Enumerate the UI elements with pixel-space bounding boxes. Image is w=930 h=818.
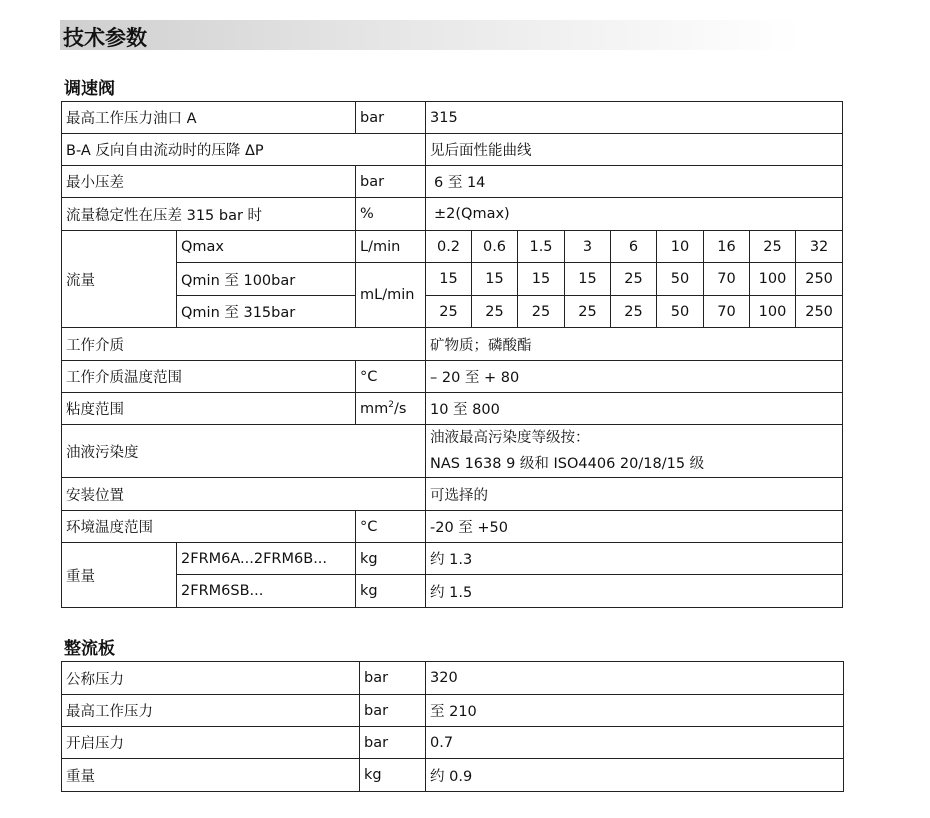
row-label: 最小压差: [62, 166, 356, 198]
row-label: 安装位置: [62, 478, 426, 511]
table-row: [62, 543, 843, 575]
flow-cell: 6: [611, 231, 657, 263]
flow-cell: 3: [565, 231, 611, 263]
table-row: [62, 727, 844, 759]
qmin-315-label: Qmin 至 315bar: [177, 296, 356, 328]
row-value: 320: [426, 662, 844, 695]
model-name: 2FRM6A...2FRM6B...: [177, 543, 356, 575]
row-label: B-A 反向自由流动时的压降 ΔP: [62, 134, 426, 166]
row-value: 矿物质；磷酸酯: [426, 328, 843, 361]
flow-cell: 25: [518, 296, 565, 328]
unit-base: mm: [360, 400, 389, 417]
plate-spec-table: [61, 661, 844, 792]
flow-cell: 0.2: [426, 231, 472, 263]
flow-cell: 25: [472, 296, 518, 328]
flow-cell: 100: [750, 296, 796, 328]
flow-cell: 70: [704, 296, 750, 328]
flow-cell: 25: [611, 296, 657, 328]
flow-cell: 15: [565, 263, 611, 296]
row-unit: bar: [356, 166, 426, 198]
table-row: [62, 166, 843, 198]
table-row: [62, 575, 843, 608]
unit-tail: /s: [393, 400, 407, 417]
weight-label: 重量: [62, 543, 177, 608]
row-value: – 20 至 + 80: [426, 361, 843, 393]
flow-cell: 250: [796, 263, 843, 296]
row-value: ±2(Qmax): [426, 198, 843, 231]
row-label: 工作介质温度范围: [62, 361, 356, 393]
row-unit: %: [356, 198, 426, 231]
table-row: [62, 263, 843, 296]
table-row: [62, 425, 843, 478]
row-label: 最高工作压力油口 A: [62, 102, 356, 134]
plate-section-title: 整流板: [64, 639, 115, 659]
table-row: [62, 695, 844, 727]
value-line: 油液最高污染度等级按：: [430, 430, 590, 446]
page-title: 技术参数: [63, 26, 147, 50]
row-label: 重量: [62, 759, 360, 792]
row-value: 10 至 800: [426, 393, 843, 425]
table-row: [62, 231, 843, 263]
flow-cell: 25: [611, 263, 657, 296]
flow-label: 流量: [62, 231, 177, 328]
flow-cell: 15: [472, 263, 518, 296]
row-label: 粘度范围: [62, 393, 356, 425]
row-value: [426, 425, 843, 478]
flow-cell: 16: [704, 231, 750, 263]
flow-cell: 1.5: [518, 231, 565, 263]
row-label: 环境温度范围: [62, 511, 356, 543]
flow-cell: 32: [796, 231, 843, 263]
row-unit: bar: [356, 102, 426, 134]
row-value: 6 至 14: [426, 166, 843, 198]
row-unit: °C: [356, 511, 426, 543]
valve-section-title: 调速阀: [64, 79, 115, 99]
table-row: [62, 478, 843, 511]
row-value: 见后面性能曲线: [426, 134, 843, 166]
qmin-100-label: Qmin 至 100bar: [177, 263, 356, 296]
row-label: 油液污染度: [62, 425, 426, 478]
flow-cell: 250: [796, 296, 843, 328]
table-row: [62, 662, 844, 695]
flow-cell: 70: [704, 263, 750, 296]
table-row: [62, 393, 843, 425]
flow-cell: 50: [657, 263, 704, 296]
table-row: [62, 759, 844, 792]
row-value: 约 1.3: [426, 543, 843, 575]
valve-spec-table: [61, 101, 843, 608]
flow-cell: 25: [750, 231, 796, 263]
unit-superscript: 2: [388, 400, 394, 411]
row-label: 公称压力: [62, 662, 360, 695]
row-value: 可选择的: [426, 478, 843, 511]
row-unit: [356, 393, 426, 425]
table-row: [62, 134, 843, 166]
row-unit: kg: [356, 543, 426, 575]
qmax-unit: L/min: [356, 231, 426, 263]
table-row: [62, 511, 843, 543]
row-value: 0.7: [426, 727, 844, 759]
row-label: 开启压力: [62, 727, 360, 759]
flow-cell: 25: [565, 296, 611, 328]
row-unit: °C: [356, 361, 426, 393]
table-row: [62, 328, 843, 361]
row-unit: kg: [356, 575, 426, 608]
flow-cell: 15: [518, 263, 565, 296]
flow-cell: 10: [657, 231, 704, 263]
row-unit: kg: [360, 759, 426, 792]
table-row: [62, 198, 843, 231]
row-value: -20 至 +50: [426, 511, 843, 543]
row-unit: bar: [360, 662, 426, 695]
row-value: 约 1.5: [426, 575, 843, 608]
row-label: 流量稳定性在压差 315 bar 时: [62, 198, 356, 231]
flow-cell: 25: [426, 296, 472, 328]
flow-cell: 100: [750, 263, 796, 296]
section-heading-bar: [60, 20, 800, 50]
flow-cell: 0.6: [472, 231, 518, 263]
value-line: NAS 1638 9 级和 ISO4406 20/18/15 级: [430, 456, 705, 472]
qmin-unit: mL/min: [356, 263, 426, 328]
table-row: [62, 102, 843, 134]
row-label: 最高工作压力: [62, 695, 360, 727]
row-value: 至 210: [426, 695, 844, 727]
row-unit: bar: [360, 727, 426, 759]
flow-cell: 15: [426, 263, 472, 296]
qmax-label: Qmax: [177, 231, 356, 263]
flow-cell: 50: [657, 296, 704, 328]
row-value: 约 0.9: [426, 759, 844, 792]
row-label: 工作介质: [62, 328, 426, 361]
table-row: [62, 361, 843, 393]
row-value: 315: [426, 102, 843, 134]
model-name: 2FRM6SB...: [177, 575, 356, 608]
row-unit: bar: [360, 695, 426, 727]
table-row: [62, 296, 843, 328]
